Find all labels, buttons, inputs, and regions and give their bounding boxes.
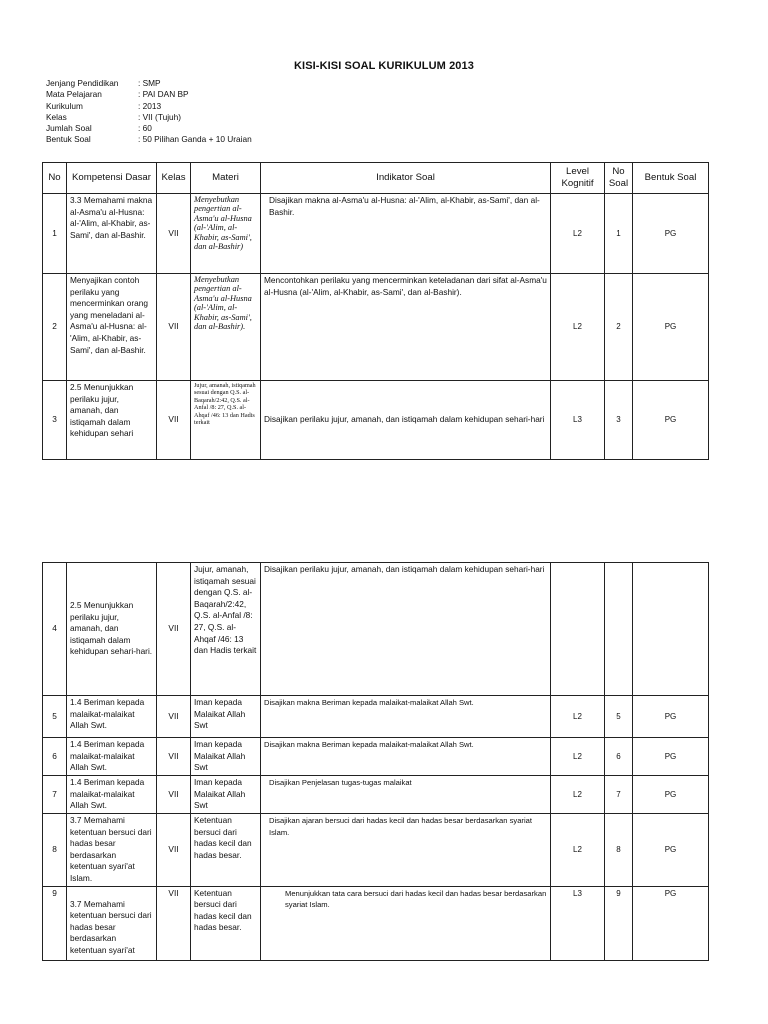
- meta-row: [46, 101, 252, 112]
- cell-bentuk-soal: PG: [633, 814, 709, 887]
- cell-kelas: VII: [157, 886, 191, 960]
- cell-no: 6: [43, 738, 67, 776]
- cell-kelas: VII: [157, 563, 191, 696]
- cell-indikator: Disajikan Penjelasan tugas-tugas malaikat: [261, 776, 551, 814]
- cell-bentuk-soal: PG: [633, 274, 709, 381]
- cell-bentuk-soal: PG: [633, 194, 709, 274]
- cell-kelas: VII: [157, 194, 191, 274]
- document-title: KISI-KISI SOAL KURIKULUM 2013: [294, 60, 474, 72]
- cell-indikator: Disajikan ajaran bersuci dari hadas kecil dan hadas besar berdasarkan syariat Islam.: [261, 814, 551, 887]
- cell-bentuk-soal: [633, 563, 709, 696]
- meta-value: : PAI DAN BP: [138, 89, 189, 100]
- document-meta: [46, 78, 252, 146]
- table-row: [43, 696, 709, 738]
- cell-no: 8: [43, 814, 67, 887]
- meta-value: : VII (Tujuh): [138, 111, 182, 122]
- table-row: [43, 563, 709, 696]
- meta-row: [46, 112, 252, 123]
- meta-label: Mata Pelajaran: [46, 89, 102, 100]
- cell-materi: Jujur, amanah, istiqamah sesuai dengan Q.S. al-Baqarah/2:42, Q.S. al-Anfal /8: 27, Q.S. al-Ahqaf /46: 13 dan Hadis terkait: [191, 381, 261, 460]
- cell-no: 3: [43, 381, 67, 460]
- meta-value: : 60: [138, 123, 152, 134]
- cell-no-soal: [605, 563, 633, 696]
- cell-kompetensi-dasar: 3.7 Memahami ketentuan bersuci dari hadas besar berdasarkan ketentuan syari'at Islam.: [67, 814, 157, 887]
- cell-kelas: VII: [157, 776, 191, 814]
- meta-row: [46, 78, 252, 89]
- cell-no: 1: [43, 194, 67, 274]
- cell-materi: Menyebutkan pengertian al-Asma'u al-Husna (al-'Alim, al-Khabir, as-Sami', dan al-Bashir).: [191, 274, 261, 381]
- cell-materi: Iman kepada Malaikat Allah Swt: [191, 696, 261, 738]
- cell-bentuk-soal: PG: [633, 381, 709, 460]
- cell-no-soal: 1: [605, 194, 633, 274]
- cell-level: L2: [551, 696, 605, 738]
- cell-no: 7: [43, 776, 67, 814]
- cell-materi: Iman kepada Malaikat Allah Swt: [191, 738, 261, 776]
- cell-kompetensi-dasar: 1.4 Beriman kepada malaikat-malaikat Allah Swt.: [67, 696, 157, 738]
- cell-materi: Ketentuan bersuci dari hadas kecil dan hadas besar.: [191, 814, 261, 887]
- cell-materi: Ketentuan bersuci dari hadas kecil dan hadas besar.: [191, 886, 261, 960]
- cell-bentuk-soal: PG: [633, 696, 709, 738]
- cell-kompetensi-dasar: 3.3 Memahami makna al-Asma'u al-Husna: al-'Alim, al-Khabir, as-Sami', dan al-Bashir.: [67, 194, 157, 274]
- header-no-soal: No Soal: [605, 163, 633, 194]
- cell-indikator: Disajikan perilaku jujur, amanah, dan istiqamah dalam kehidupan sehari-hari: [261, 381, 551, 460]
- cell-kompetensi-dasar: 2.5 Menunjukkan perilaku jujur, amanah, dan istiqamah dalam kehidupan sehari-hari.: [67, 563, 157, 696]
- cell-level: L3: [551, 886, 605, 960]
- meta-label: Kelas: [46, 111, 67, 122]
- cell-no-soal: 6: [605, 738, 633, 776]
- kisi-table-1: [42, 162, 709, 460]
- table-row: [43, 886, 709, 960]
- cell-kompetensi-dasar: Menyajikan contoh perilaku yang mencerminkan orang yang meneladani al-Asma'u al-Husna: al-'Alim, al-Khabir, as-Sami', dan al-Bashir.: [67, 274, 157, 381]
- meta-label: Jenjang Pendidikan: [46, 78, 119, 88]
- cell-no: 5: [43, 696, 67, 738]
- cell-kelas: VII: [157, 274, 191, 381]
- cell-kelas: VII: [157, 814, 191, 887]
- cell-no-soal: 7: [605, 776, 633, 814]
- cell-indikator: Disajikan makna Beriman kepada malaikat-malaikat Allah Swt.: [261, 696, 551, 738]
- cell-kompetensi-dasar: 1.4 Beriman kepada malaikat-malaikat Allah Swt.: [67, 738, 157, 776]
- cell-no-soal: 2: [605, 274, 633, 381]
- meta-row: [46, 89, 252, 100]
- cell-materi: Iman kepada Malaikat Allah Swt: [191, 776, 261, 814]
- cell-indikator: Disajikan makna Beriman kepada malaikat-malaikat Allah Swt.: [261, 738, 551, 776]
- cell-no-soal: 9: [605, 886, 633, 960]
- cell-indikator: Menunjukkan tata cara bersuci dari hadas kecil dan hadas besar berdasarkan syariat Islam.: [261, 886, 551, 960]
- cell-level: L3: [551, 381, 605, 460]
- header-level-kognitif: Level Kognitif: [551, 163, 605, 194]
- header-indikator-soal: Indikator Soal: [261, 163, 551, 194]
- cell-materi: Jujur, amanah, istiqamah sesuai dengan Q.S. al-Baqarah/2:42, Q.S. al-Anfal /8: 27, Q.S. al-Ahqaf /46: 13 dan Hadis terkait: [191, 563, 261, 696]
- cell-bentuk-soal: PG: [633, 776, 709, 814]
- header-kelas: Kelas: [157, 163, 191, 194]
- table-row: [43, 738, 709, 776]
- cell-level: [551, 563, 605, 696]
- cell-level: L2: [551, 814, 605, 887]
- cell-materi: Menyebutkan pengertian al-Asma'u al-Husna (al-'Alim, al-Khabir, as-Sami', dan al-Bashir): [191, 194, 261, 274]
- cell-level: L2: [551, 738, 605, 776]
- cell-indikator: Disajikan perilaku jujur, amanah, dan istiqamah dalam kehidupan sehari-hari: [261, 563, 551, 696]
- header-materi: Materi: [191, 163, 261, 194]
- meta-value: : 50 Pilihan Ganda + 10 Uraian: [138, 134, 252, 145]
- cell-kompetensi-dasar: 1.4 Beriman kepada malaikat-malaikat Allah Swt.: [67, 776, 157, 814]
- header-bentuk-soal: Bentuk Soal: [633, 163, 709, 194]
- cell-kelas: VII: [157, 381, 191, 460]
- header-kompetensi-dasar: Kompetensi Dasar: [67, 163, 157, 194]
- meta-label: Jumlah Soal: [46, 123, 92, 134]
- meta-value: : 2013: [138, 100, 162, 111]
- cell-kompetensi-dasar: 2.5 Menunjukkan perilaku jujur, amanah, dan istiqamah dalam kehidupan sehari: [67, 381, 157, 460]
- cell-level: L2: [551, 776, 605, 814]
- cell-no-soal: 3: [605, 381, 633, 460]
- cell-level: L2: [551, 194, 605, 274]
- table-row: [43, 776, 709, 814]
- meta-value: : SMP: [138, 78, 161, 88]
- cell-kelas: VII: [157, 696, 191, 738]
- cell-no-soal: 5: [605, 696, 633, 738]
- cell-no-soal: 8: [605, 814, 633, 887]
- kisi-table-2: [42, 562, 709, 961]
- header-no: No: [43, 163, 67, 194]
- cell-level: L2: [551, 274, 605, 381]
- cell-no: 4: [43, 563, 67, 696]
- cell-bentuk-soal: PG: [633, 886, 709, 960]
- table-row: [43, 814, 709, 887]
- meta-row: [46, 123, 252, 134]
- cell-kompetensi-dasar: 3.7 Memahami ketentuan bersuci dari hadas besar berdasarkan ketentuan syari'at: [67, 886, 157, 960]
- meta-row: [46, 134, 252, 145]
- table-row: [43, 381, 709, 460]
- cell-bentuk-soal: PG: [633, 738, 709, 776]
- cell-no: 2: [43, 274, 67, 381]
- table-row: [43, 194, 709, 274]
- table-row: [43, 274, 709, 381]
- cell-indikator: Mencontohkan perilaku yang mencerminkan keteladanan dari sifat al-Asma'u al-Husna (al-'Alim, al-Khabir, as-Sami', dan al-Bashir).: [261, 274, 551, 381]
- cell-no: 9: [43, 886, 67, 960]
- cell-indikator: Disajikan makna al-Asma'u al-Husna: al-'Alim, al-Khabir, as-Sami', dan al-Bashir.: [261, 194, 551, 274]
- meta-label: Kurikulum: [46, 100, 83, 111]
- meta-label: Bentuk Soal: [46, 134, 91, 145]
- cell-kelas: VII: [157, 738, 191, 776]
- table-header-row: [43, 163, 709, 194]
